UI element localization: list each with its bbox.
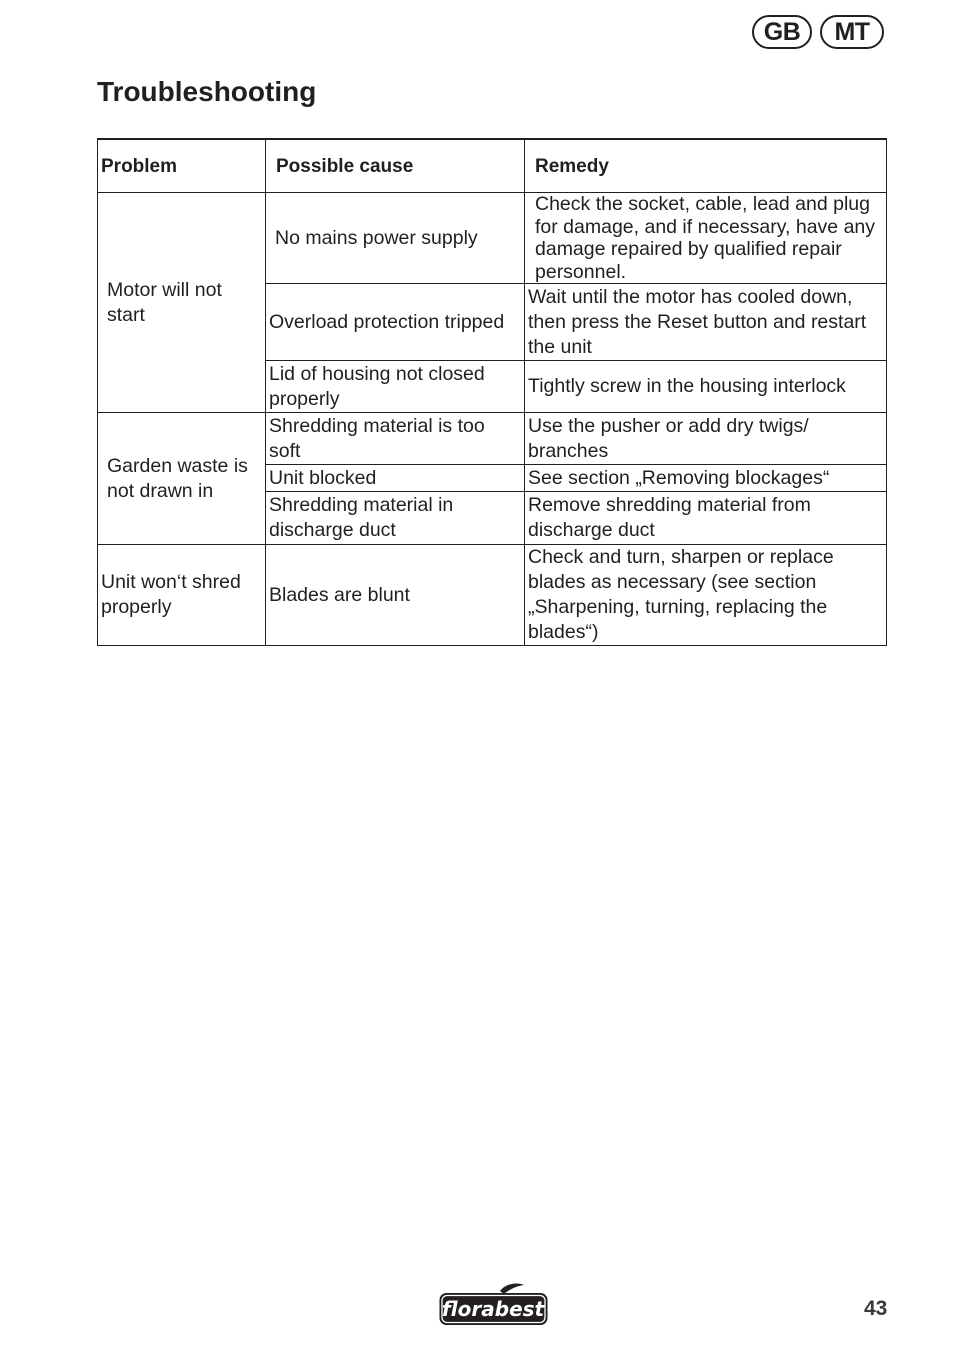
table-row [98,413,887,465]
florabest-logo [438,1282,550,1333]
page-number: 43 [864,1297,888,1320]
problem-cell: Unit won‘t shred properly [98,545,266,646]
cause-cell: Shredding material is too soft [266,413,525,465]
cause-cell: Blades are blunt [266,545,525,646]
remedy-cell: Tightly screw in the housing interlock [525,361,887,413]
cause-cell: No mains power supply [266,193,525,284]
problem-cell: Motor will not start [98,193,266,413]
language-badge-gb: GB [752,15,812,49]
page-title: Troubleshooting [97,76,317,107]
cause-cell: Lid of housing not closed properly [266,361,525,413]
cause-cell: Overload protection tripped [266,284,525,361]
problem-cell: Garden waste is not drawn in [98,413,266,545]
header-possible-cause: Possible cause [266,139,525,193]
remedy-cell: Use the pusher or add dry twigs/ branches [525,413,887,465]
remedy-cell: Remove shredding material from discharge duct [525,492,887,545]
header-problem: Problem [98,139,266,193]
language-badge-mt: MT [820,15,884,49]
cause-cell: Unit blocked [266,465,525,492]
remedy-cell: See section „Removing blockages“ [525,465,887,492]
cause-cell: Shredding material in discharge duct [266,492,525,545]
language-badges [752,15,884,49]
table-row [98,545,887,646]
remedy-cell: Wait until the motor has cooled down, then press the Reset button and restart the unit [525,284,887,361]
troubleshooting-table [97,138,887,646]
remedy-cell: Check and turn, sharpen or replace blades as necessary (see section „Sharpening, turning, replacing the blades“) [525,545,887,646]
header-remedy: Remedy [525,139,887,193]
table-row [98,193,887,284]
remedy-cell: Check the socket, cable, lead and plug for damage, and if necessary, have any damage repaired by qualified repair personnel. [525,193,887,284]
logo-text: florabest [441,1297,545,1321]
leaf-icon [500,1283,524,1294]
table-header-row [98,139,887,193]
